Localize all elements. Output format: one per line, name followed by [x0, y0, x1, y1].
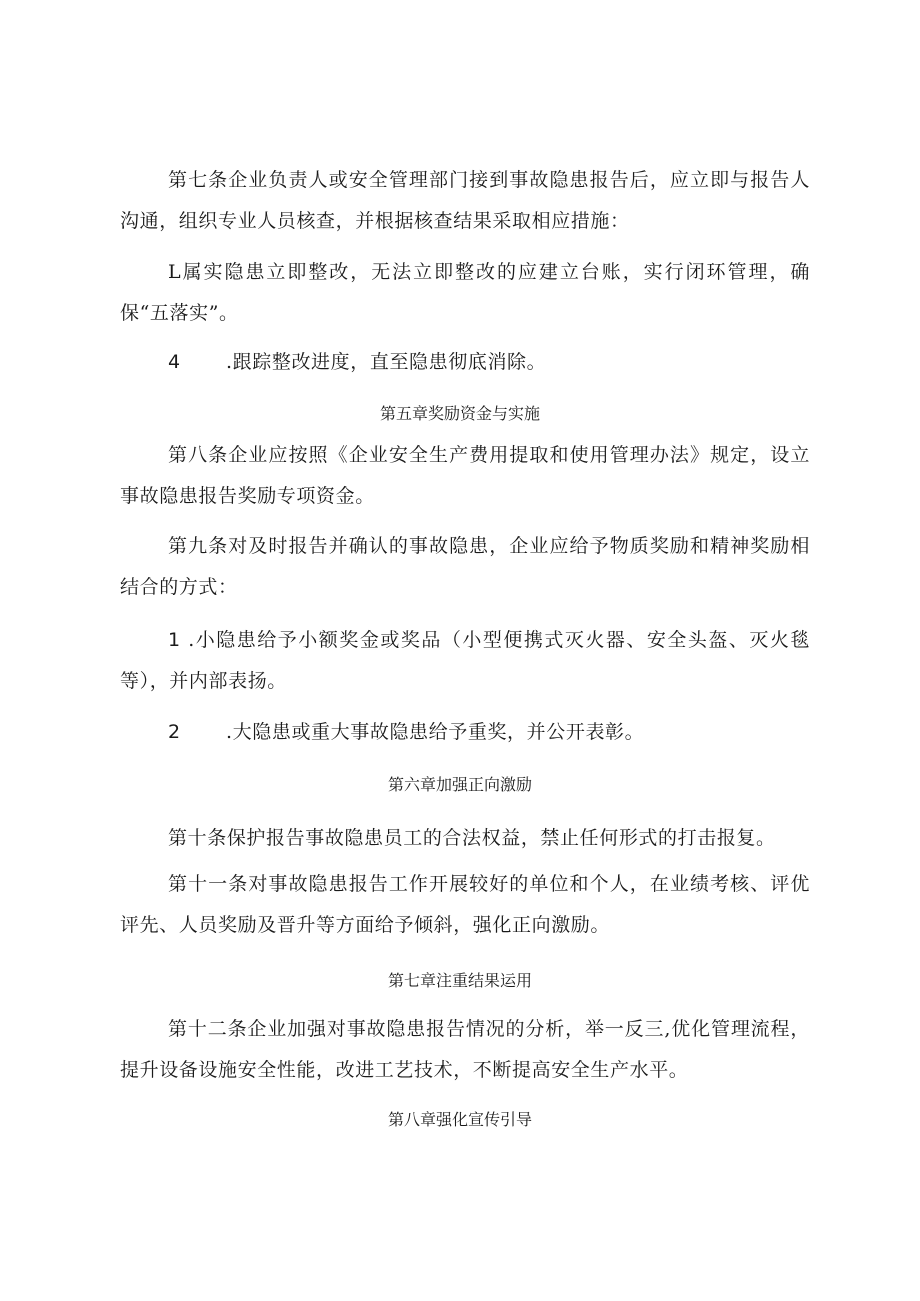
- article-12: [120, 1009, 810, 1091]
- list-item-text: .跟踪整改进度，直至隐患彻底消除。: [226, 351, 547, 373]
- list-item-number: 4: [168, 351, 181, 373]
- article-text: 条对及时报告并确认的事故隐患，企业应给予物质奖励和精神奖励相结合的方式：: [120, 535, 810, 598]
- article-7: [120, 160, 810, 242]
- chapter-6-heading: 第六章加强正向激励: [387, 775, 532, 794]
- list-item-text: .大隐患或重大事故隐患给予重奖，并公开表彰。: [226, 721, 645, 743]
- list-item-text: L属实隐患立即整改，无法立即整改的应建立台账，实行闭环管理，确保“五落实”。: [120, 261, 810, 324]
- article-label: 第十二条: [168, 1018, 248, 1040]
- article-11: [120, 864, 810, 946]
- list-item-number: 1: [168, 629, 181, 651]
- article-label: 第八条: [168, 444, 229, 466]
- article-text: 对事故隐患报告工作开展较好的单位和个人，在业绩考核、评优评先、人员奖励及晋升等方面给予倾斜，强化正向激励。: [120, 873, 810, 936]
- article-10: [120, 818, 810, 859]
- article-text: 企业应按照《企业安全生产费用提取和使用管理办法》规定，设立事故隐患报告奖励专项资金。: [120, 444, 810, 507]
- article-9-item-2: [120, 712, 810, 753]
- article-7-item-1: [120, 252, 810, 334]
- article-9-item-1: [120, 620, 810, 702]
- article-label: 第七条: [168, 169, 229, 191]
- chapter-5-heading: 第五章奖励资金与实施: [379, 404, 540, 423]
- article-text: 保护报告事故隐患员工的合法权益，禁止任何形式的打击报复。: [226, 827, 776, 849]
- article-9: [120, 526, 810, 608]
- article-text: 企业加强对事故隐患报告情况的分析，举一反三,优化管理流程，提升设备设施安全性能，改进工艺技术，不断提高安全生产水平。: [120, 1018, 810, 1081]
- list-item-number: 2: [168, 721, 181, 743]
- article-text: 企业负责人或安全管理部门接到事故隐患报告后，应立即与报告人沟通，组织专业人员核查，并根据核查结果采取相应措施：: [120, 169, 810, 232]
- list-item-text: .小隐患给予小额奖金或奖品（小型便携式灭火器、安全头盔、灭火毯等），并内部表扬。: [120, 629, 810, 692]
- chapter-7-heading: 第七章注重结果运用: [387, 971, 532, 990]
- article-label: 第十条: [168, 827, 227, 849]
- article-8: [120, 435, 810, 517]
- article-label: 第九: [168, 535, 209, 557]
- chapter-8-heading: 第八章强化宣传引导: [387, 1110, 532, 1129]
- article-7-item-4: [120, 342, 810, 383]
- article-label: 第十一条: [168, 873, 249, 895]
